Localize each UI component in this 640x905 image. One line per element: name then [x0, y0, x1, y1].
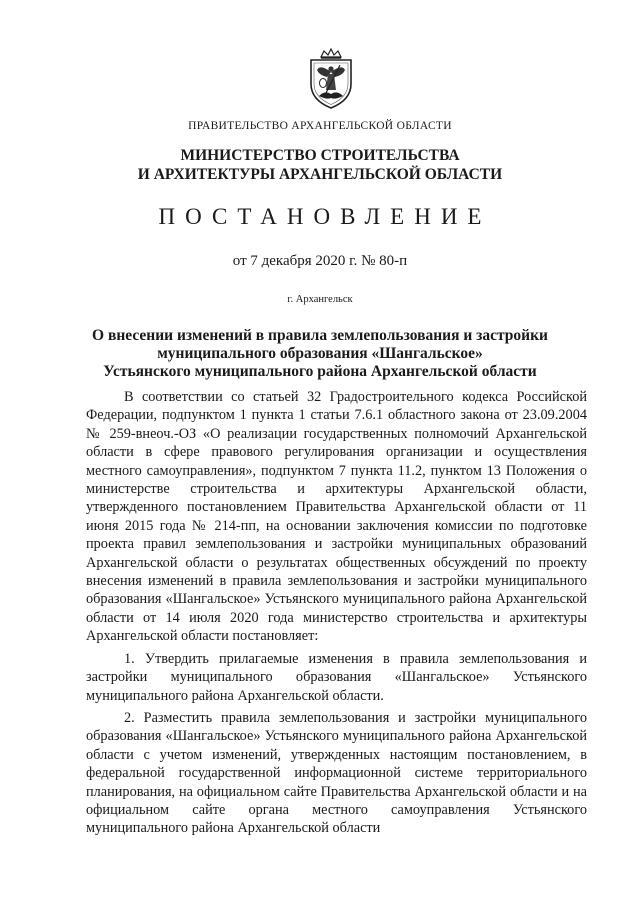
coat-of-arms-emblem-icon [305, 48, 357, 110]
decree-body [86, 388, 587, 838]
government-name: ПРАВИТЕЛЬСТВО АРХАНГЕЛЬСКОЙ ОБЛАСТИ [188, 120, 452, 132]
document-type-heading: ПОСТАНОВЛЕНИЕ [158, 204, 492, 229]
item-2-paragraph: 2. Разместить правила землепользования и застройки муниципального образования «Шангальское» Устьянского муниципального района Архангельской области с учетом изменений, утвержденных настоящим постановлением, в федеральной государственной информационной системе территориального планирования, на официальном сайте Правительства Архангельской области и на официальном сайте органа местного самоуправления Устьянского муниципального района Архангельской области [86, 709, 587, 837]
decree-title-line2: муниципального образования «Шангальское» [157, 345, 483, 362]
ministry-name-line2: И АРХИТЕКТУРЫ АРХАНГЕЛЬСКОЙ ОБЛАСТИ [137, 166, 503, 183]
ministry-name-line1: МИНИСТЕРСТВО СТРОИТЕЛЬСТВА [180, 147, 460, 164]
preamble-paragraph: В соответствии со статьей 32 Градостроительного кодекса Российской Федерации, подпунктом 1 пункта 1 статьи 7.6.1 областного закона от 23.09.2004 № 259-внеоч.-ОЗ «О реализации государственных полномочий Архангельской области в сфере правового регулирования организации и осуществления местного самоуправления», подпунктом 7 пункта 11.2, пунктом 13 Положения о министерстве строительства и архитектуры Архангельской области, утвержденного постановлением Правительства Архангельской области от 11 июня 2015 года № 214-пп, на основании заключения комиссии по подготовке проекта правил землепользования и застройки муниципальных образований Архангельской области о результатах общественных обсуждений по проекту внесения изменений в правила землепользования и застройки муниципального образования «Шангальское» Устьянского муниципального района Архангельской области от 14 июля 2020 года министерство строительства и архитектуры Архангельской области постановляет: [86, 389, 587, 645]
decree-title-line3: Устьянского муниципального района Архангельской области [103, 363, 537, 380]
item-1-paragraph: 1. Утвердить прилагаемые изменения в правила землепользования и застройки муниципального образования «Шангальское» Устьянского муниципального района Архангельской области. [86, 650, 587, 704]
decree-date-number: от 7 декабря 2020 г. № 80-п [232, 253, 408, 269]
issue-city: г. Архангельск [287, 294, 353, 305]
decree-title-line1: О внесении изменений в правила землепользования и застройки [92, 327, 548, 344]
